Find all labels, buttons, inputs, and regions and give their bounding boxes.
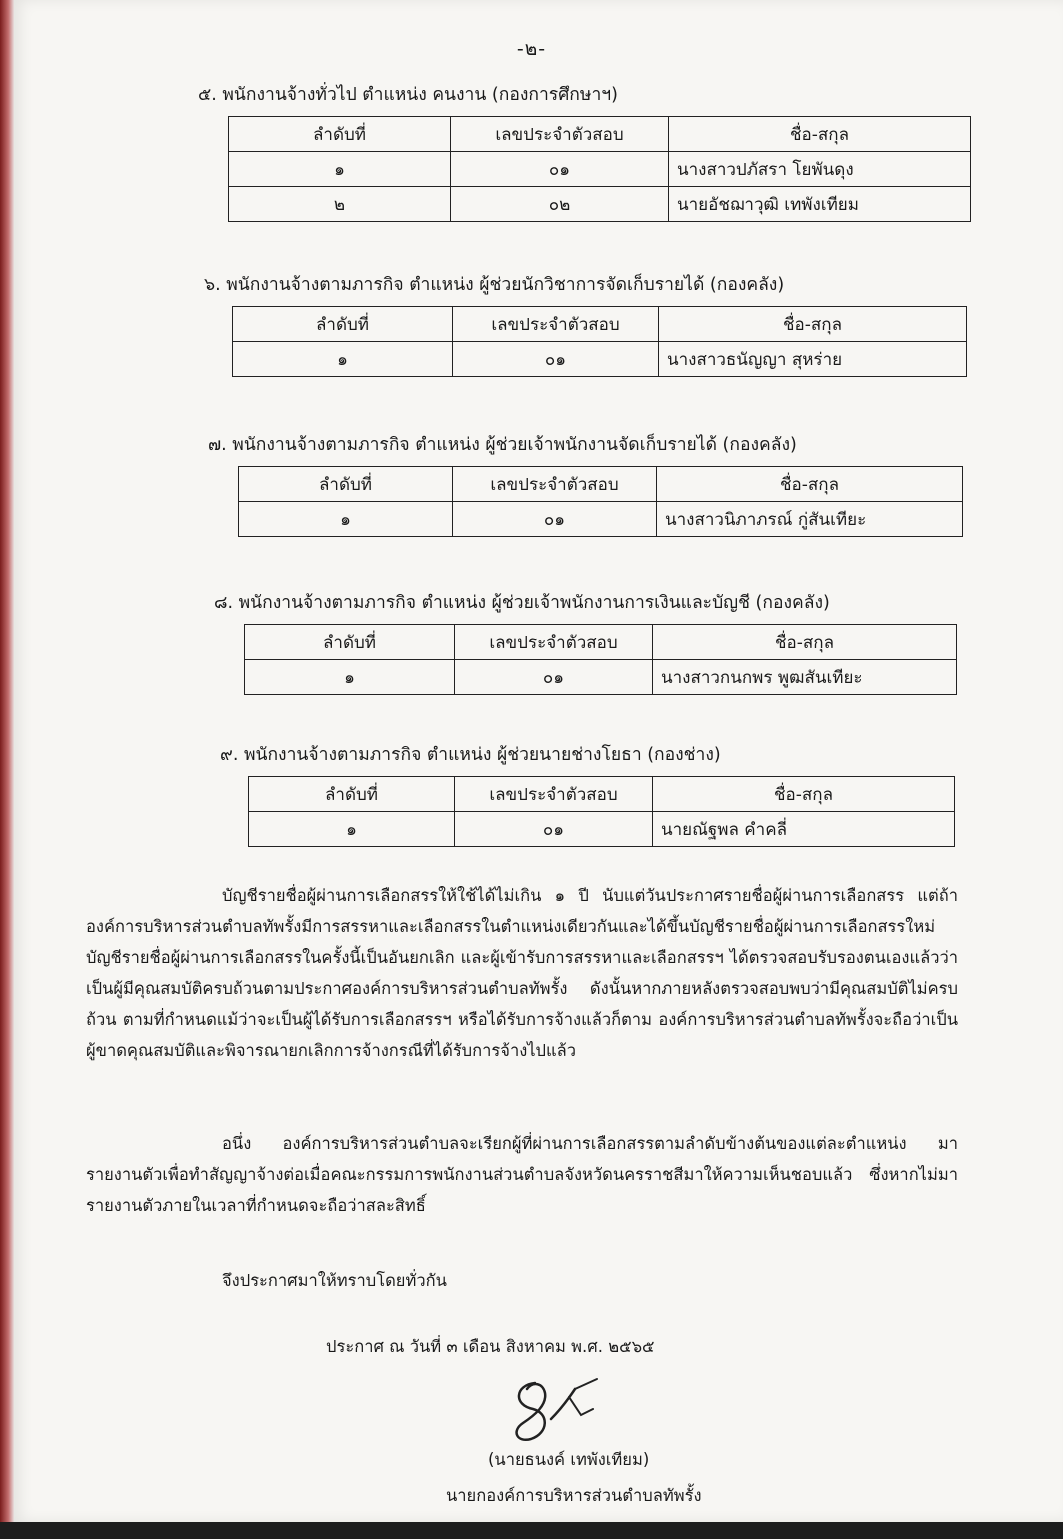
column-header-exam-no: เลขประจำตัวสอบ — [451, 117, 669, 152]
section-title: ๙. พนักงานจ้างตามภารกิจ ตำแหน่ง ผู้ช่วยนายช่างโยธา (กองช่าง) — [220, 745, 721, 765]
table-row — [239, 502, 963, 537]
column-header-order: ลำดับที่ — [245, 625, 455, 660]
section-title: ๗. พนักงานจ้างตามภารกิจ ตำแหน่ง ผู้ช่วยเจ้าพนักงานจัดเก็บรายได้ (กองคลัง) — [208, 435, 797, 455]
section-5 — [198, 80, 971, 222]
table-header-row — [245, 625, 957, 660]
date-line: ประกาศ ณ วันที่ ๓ เดือน สิงหาคม พ.ศ. ๒๕๖๕ — [326, 1337, 655, 1356]
cell-order: ๑ — [239, 502, 453, 537]
cell-order: ๑ — [249, 812, 455, 847]
cell-order: ๑ — [229, 152, 451, 187]
cell-name: นางสาวนิภาภรณ์ กู่สันเทียะ — [657, 502, 963, 537]
paragraph-text: บัญชีรายชื่อผู้ผ่านการเลือกสรรให้ใช้ได้ไม่เกิน ๑ ปี นับแต่วันประกาศรายชื่อผู้ผ่านการเลือกสรร แต่ถ้าองค์การบริหารส่วนตำบลทัพรั้งมีการสรรหาและเลือกสรรในตำแหน่งเดียวกันและได้ขึ้นบัญชีรายชื่อผู้ผ่านการเลือกสรรใหม่ บัญชีรายชื่อผู้ผ่านการเลือกสรรในครั้งนี้เป็นอันยกเลิก และผู้เข้ารับการสรรหาและเลือกสรรฯ ได้ตรวจสอบรับรองตนเองแล้วว่าเป็นผู้มีคุณสมบัติครบถ้วนตามประกาศองค์การบริหารส่วนตำบลทัพรั้ง ดังนั้นหากภายหลังตรวจสอบพบว่ามีคุณสมบัติไม่ครบถ้วน ตามที่กำหนดแม้ว่าจะเป็นผู้ได้รับการเลือกสรรฯ หรือได้รับการจ้างแล้วก็ตาม องค์การบริหารส่วนตำบลทัพรั้งจะถือว่าเป็นผู้ขาดคุณสมบัติและพิจารณายกเลิกการจ้างกรณีที่ได้รับการจ้างไปแล้ว — [86, 886, 958, 1060]
table-row — [249, 812, 955, 847]
table-row — [229, 152, 971, 187]
section-title: ๘. พนักงานจ้างตามภารกิจ ตำแหน่ง ผู้ช่วยเจ้าพนักงานการเงินและบัญชี (กองคลัง) — [214, 593, 830, 613]
cell-exam-no: ๐๑ — [453, 502, 657, 537]
reporting-paragraph — [86, 1128, 958, 1221]
section-title: ๖. พนักงานจ้างตามภารกิจ ตำแหน่ง ผู้ช่วยนักวิชาการจัดเก็บรายได้ (กองคลัง) — [204, 275, 785, 295]
cell-exam-no: ๐๑ — [455, 660, 653, 695]
column-header-name: ชื่อ-สกุล — [669, 117, 971, 152]
scan-border — [0, 1522, 1063, 1539]
table-row — [233, 342, 967, 377]
column-header-name: ชื่อ-สกุล — [659, 307, 967, 342]
cell-exam-no: ๐๒ — [451, 187, 669, 222]
cell-exam-no: ๐๑ — [455, 812, 653, 847]
section-6 — [204, 270, 967, 377]
signature-mark — [505, 1375, 615, 1450]
column-header-order: ลำดับที่ — [229, 117, 451, 152]
page-number: -๒- — [516, 38, 547, 60]
column-header-order: ลำดับที่ — [249, 777, 455, 812]
cell-name: นางสาวปภัสรา โยพันดุง — [669, 152, 971, 187]
page-edge — [0, 0, 14, 1522]
result-table — [244, 624, 957, 695]
result-table — [248, 776, 955, 847]
cell-order: ๑ — [233, 342, 453, 377]
column-header-name: ชื่อ-สกุล — [657, 467, 963, 502]
result-table — [238, 466, 963, 537]
column-header-exam-no: เลขประจำตัวสอบ — [453, 467, 657, 502]
section-9 — [220, 740, 955, 847]
column-header-name: ชื่อ-สกุล — [653, 625, 957, 660]
cell-name: นายอัชฌาวุฒิ เทพังเทียม — [669, 187, 971, 222]
column-header-exam-no: เลขประจำตัวสอบ — [453, 307, 659, 342]
column-header-exam-no: เลขประจำตัวสอบ — [455, 777, 653, 812]
table-row — [229, 187, 971, 222]
section-8 — [214, 588, 957, 695]
paragraph-text: อนึ่ง องค์การบริหารส่วนตำบลจะเรียกผู้ที่ผ่านการเลือกสรรตามลำดับข้างต้นของแต่ละตำแหน่ง มารายงานตัวเพื่อทำสัญญาจ้างต่อเมื่อคณะกรรมการพนักงานส่วนตำบลจังหวัดนครราชสีมาให้ความเห็นชอบแล้ว ซึ่งหากไม่มารายงานตัวภายในเวลาที่กำหนดจะถือว่าสละสิทธิ์ — [86, 1134, 958, 1215]
signer-name: (นายธนงค์ เทพังเทียม) — [488, 1450, 650, 1469]
validity-paragraph — [86, 880, 958, 1066]
cell-name: นางสาวกนกพร พูฒสันเทียะ — [653, 660, 957, 695]
cell-name: นายณัฐพล คำคลี่ — [653, 812, 955, 847]
table-header-row — [239, 467, 963, 502]
cell-order: ๑ — [245, 660, 455, 695]
table-row — [245, 660, 957, 695]
section-title: ๕. พนักงานจ้างทั่วไป ตำแหน่ง คนงาน (กองการศึกษาฯ) — [198, 85, 618, 105]
result-table — [232, 306, 967, 377]
column-header-name: ชื่อ-สกุล — [653, 777, 955, 812]
table-header-row — [229, 117, 971, 152]
result-table — [228, 116, 971, 222]
cell-exam-no: ๐๑ — [451, 152, 669, 187]
announcement-line: จึงประกาศมาให้ทราบโดยทั่วกัน — [222, 1271, 447, 1290]
column-header-exam-no: เลขประจำตัวสอบ — [455, 625, 653, 660]
table-header-row — [249, 777, 955, 812]
signer-title: นายกองค์การบริหารส่วนตำบลทัพรั้ง — [446, 1486, 702, 1505]
section-7 — [208, 430, 963, 537]
cell-exam-no: ๐๑ — [453, 342, 659, 377]
cell-name: นางสาวธนัญญา สุหร่าย — [659, 342, 967, 377]
cell-order: ๒ — [229, 187, 451, 222]
column-header-order: ลำดับที่ — [239, 467, 453, 502]
column-header-order: ลำดับที่ — [233, 307, 453, 342]
table-header-row — [233, 307, 967, 342]
